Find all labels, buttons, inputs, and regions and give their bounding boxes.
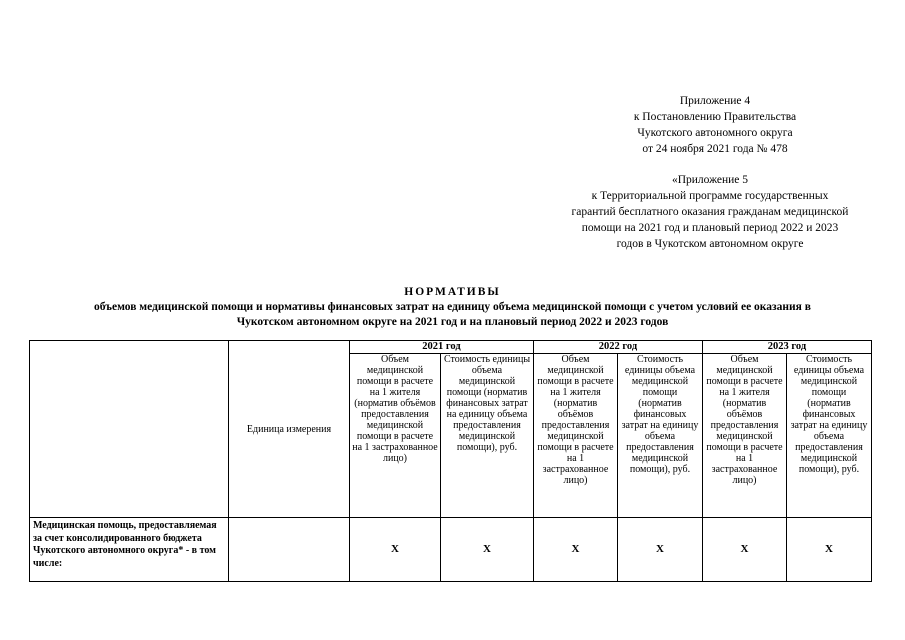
header-unit-cell: Единица измерения <box>229 341 350 518</box>
document-subtitle-line-1: объемов медицинской помощи и нормативы финансовых затрат на единицу объема медицинской помощи с учетом условий ее оказания в <box>94 301 811 313</box>
appendix-4-line: Чукотского автономного округа <box>637 127 793 139</box>
header-year-2021: 2021 год <box>350 341 534 354</box>
header-empty-cell <box>30 341 229 518</box>
header-cost-2021: Стоимость единицы объема медицинской помощи (норматив финансовых затрат на единицу объема предоставления медицинской помощи), руб. <box>441 354 534 518</box>
appendix-4-line: Приложение 4 <box>679 95 751 107</box>
cell-cost-2023: Х <box>787 518 872 582</box>
cell-volume-2022: Х <box>534 518 618 582</box>
appendix-5-header <box>540 172 880 252</box>
table-header-row-years <box>30 341 872 354</box>
appendix-4-line: от 24 ноября 2021 года № 478 <box>642 143 788 155</box>
cell-volume-2021: Х <box>350 518 441 582</box>
row-unit <box>229 518 350 582</box>
appendix-4-header <box>600 93 830 157</box>
document-title: НОРМАТИВЫ <box>404 286 501 298</box>
header-year-2023: 2023 год <box>703 341 872 354</box>
document-subtitle-line-2: Чукотском автономном округе на 2021 год и на плановый период 2022 и 2023 годов <box>236 316 669 328</box>
document-title-block <box>20 285 885 330</box>
header-volume-2023: Объем медицинской помощи в расчете на 1 жителя (норматив объёмов предоставления медицинской помощи в расчете на 1 застрахованное лицо) <box>703 354 787 518</box>
cell-cost-2022: Х <box>618 518 703 582</box>
appendix-5-line: к Территориальной программе государственных <box>591 190 829 202</box>
header-cost-2023: Стоимость единицы объема медицинской помощи (норматив финансовых затрат на единицу объема предоставления медицинской помощи), руб. <box>787 354 872 518</box>
cell-volume-2023: Х <box>703 518 787 582</box>
header-volume-2022: Объем медицинской помощи в расчете на 1 жителя (норматив объёмов предоставления медицинской помощи в расчете на 1 застрахованное лицо) <box>534 354 618 518</box>
header-year-2022: 2022 год <box>534 341 703 354</box>
appendix-5-line: годов в Чукотском автономном округе <box>616 238 804 250</box>
appendix-5-line: помощи на 2021 год и плановый период 2022 и 2023 <box>581 222 839 234</box>
header-volume-2021: Объем медицинской помощи в расчете на 1 жителя (норматив объёмов предоставления медицинской помощи в расчете на 1 застрахованное лицо) <box>350 354 441 518</box>
header-cost-2022: Стоимость единицы объема медицинской помощи (норматив финансовых затрат на единицу объема предоставления медицинской помощи), руб. <box>618 354 703 518</box>
appendix-5-line: «Приложение 5 <box>671 174 749 186</box>
cell-cost-2021: Х <box>441 518 534 582</box>
appendix-4-line: к Постановлению Правительства <box>633 111 797 123</box>
table-row <box>30 518 872 582</box>
row-label: Медицинская помощь, предоставляемая за счет консолидированного бюджета Чукотского автономного округа* - в том числе: <box>30 518 229 582</box>
norms-table <box>29 340 872 582</box>
appendix-5-line: гарантий бесплатного оказания гражданам медицинской <box>571 206 849 218</box>
